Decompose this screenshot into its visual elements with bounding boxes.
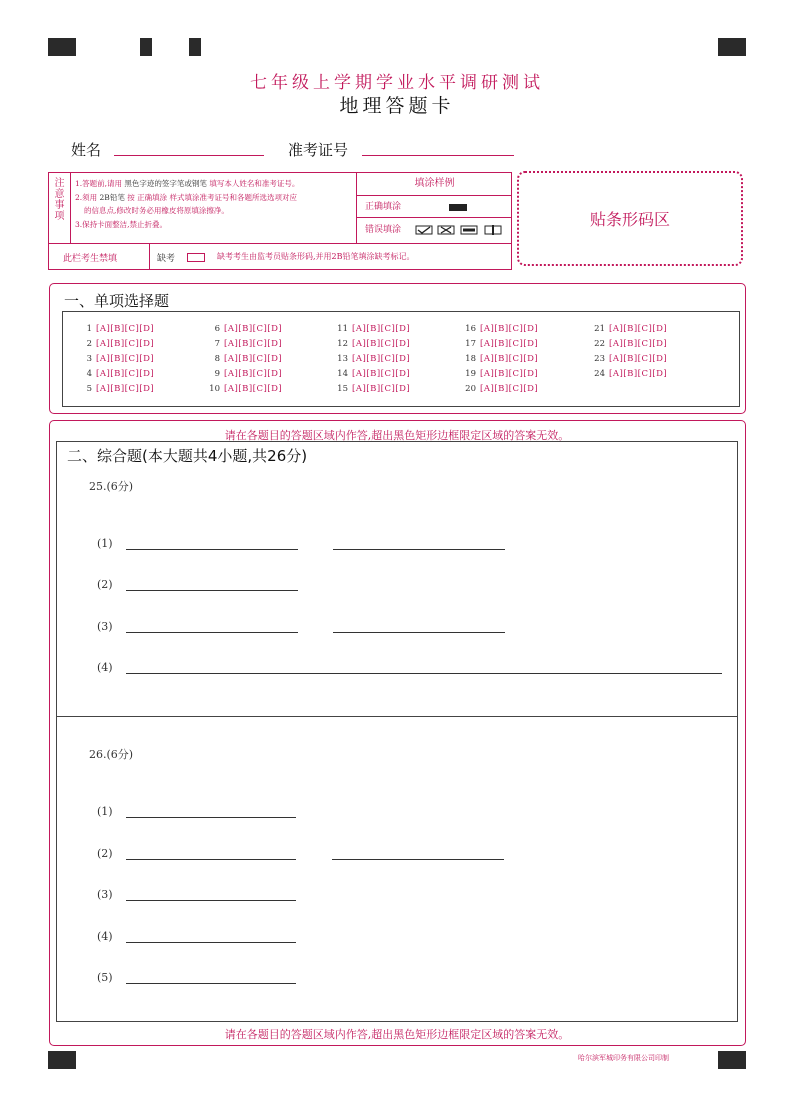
question-number: 6 <box>214 324 220 334</box>
registration-mark-top-left <box>48 38 76 56</box>
answer-bubbles[interactable]: [A][B][C][D] <box>352 339 411 349</box>
answer-bubbles[interactable]: [A][B][C][D] <box>224 339 283 349</box>
answer-bubbles[interactable]: [A][B][C][D] <box>480 369 539 379</box>
section2-title: 二、综合题(本大题共4小题,共26分) <box>67 447 308 465</box>
q25-1-line-a[interactable] <box>126 549 298 550</box>
answer-bubbles[interactable]: [A][B][C][D] <box>609 339 668 349</box>
choice-question-21 <box>591 324 667 334</box>
choice-question-12 <box>334 339 410 349</box>
choice-question-17 <box>462 339 538 349</box>
choice-question-9 <box>206 369 282 379</box>
registration-mark-top-2 <box>140 38 152 56</box>
answer-bubbles[interactable]: [A][B][C][D] <box>480 354 539 364</box>
answer-bubbles[interactable]: [A][B][C][D] <box>480 324 539 334</box>
divider <box>149 244 150 270</box>
question-number: 18 <box>465 354 476 364</box>
question-number: 23 <box>594 354 605 364</box>
correct-label: 正确填涂 <box>365 202 402 212</box>
question-number: 13 <box>337 354 348 364</box>
name-label: 姓名 <box>71 141 102 159</box>
answer-bubbles[interactable]: [A][B][C][D] <box>352 354 411 364</box>
rule-text: 按 正确填涂 样式填涂准考证号和各题所选选项对应 <box>127 192 297 202</box>
barcode-label: 贴条形码区 <box>589 210 670 229</box>
question-number: 1 <box>86 324 92 334</box>
wrong-fill-marks-icon <box>415 225 507 236</box>
sample-wrong-row <box>357 219 512 242</box>
question-number: 3 <box>86 354 92 364</box>
answer-area-warning-top: 请在各题目的答题区域内作答,超出黑色矩形边框限定区域的答案无效。 <box>224 429 570 442</box>
fill-sample <box>356 173 512 243</box>
answer-bubbles[interactable]: [A][B][C][D] <box>224 324 283 334</box>
question-number: 11 <box>337 324 348 334</box>
q25-2-line[interactable] <box>126 590 298 591</box>
answer-area-warning-bottom: 请在各题目的答题区域内作答,超出黑色矩形边框限定区域的答案无效。 <box>224 1028 570 1041</box>
rule-text: 黑色字迹的签字笔或钢笔 <box>122 179 210 188</box>
q25-3-line-a[interactable] <box>126 632 298 633</box>
q25-sub-3: (3) <box>97 620 113 633</box>
answer-bubbles[interactable]: [A][B][C][D] <box>352 369 411 379</box>
id-field-line[interactable] <box>362 155 514 156</box>
absent-label: 缺考 <box>157 254 176 264</box>
notice-bottom-row <box>49 243 511 270</box>
q25-sub-2: (2) <box>97 578 113 591</box>
choice-question-18 <box>462 354 538 364</box>
answer-bubbles[interactable]: [A][B][C][D] <box>224 354 283 364</box>
notice-rules <box>75 177 355 231</box>
q26-2-line-a[interactable] <box>126 859 296 860</box>
choice-question-2 <box>78 339 154 349</box>
choice-question-23 <box>591 354 667 364</box>
correct-fill-mark <box>449 204 467 211</box>
answer-bubbles[interactable]: [A][B][C][D] <box>224 369 283 379</box>
choice-question-11 <box>334 324 410 334</box>
question-number: 22 <box>594 339 605 349</box>
answer-bubbles[interactable]: [A][B][C][D] <box>96 324 155 334</box>
wrong-label: 错误填涂 <box>365 225 402 235</box>
question-number: 21 <box>594 324 605 334</box>
choice-question-22 <box>591 339 667 349</box>
sample-correct-row <box>357 196 512 218</box>
notice-rule-2 <box>75 191 355 205</box>
choice-question-4 <box>78 369 154 379</box>
q26-label: 26.(6分) <box>89 748 134 761</box>
q25-sub-1: (1) <box>97 537 113 550</box>
question-number: 19 <box>465 369 476 379</box>
choice-question-13 <box>334 354 410 364</box>
q25-sub-4: (4) <box>97 661 113 674</box>
barcode-area <box>517 171 743 266</box>
choice-grid <box>62 311 740 407</box>
choice-question-20 <box>462 384 538 394</box>
answer-bubbles[interactable]: [A][B][C][D] <box>352 324 411 334</box>
question-number: 2 <box>86 339 92 349</box>
choice-question-5 <box>78 384 154 394</box>
q26-sub-3: (3) <box>97 888 113 901</box>
answer-bubbles[interactable]: [A][B][C][D] <box>96 369 155 379</box>
answer-bubbles[interactable]: [A][B][C][D] <box>352 384 411 394</box>
id-label: 准考证号 <box>288 141 349 159</box>
registration-mark-top-right <box>718 38 746 56</box>
choice-question-14 <box>334 369 410 379</box>
question-number: 8 <box>214 354 220 364</box>
q26-1-line[interactable] <box>126 817 296 818</box>
forbidden-label: 此栏考生禁填 <box>63 254 118 264</box>
q26-2-line-b[interactable] <box>332 859 504 860</box>
q26-5-line[interactable] <box>126 983 296 984</box>
q26-sub-5: (5) <box>97 971 113 984</box>
q26-sub-2: (2) <box>97 847 113 860</box>
rule-text: 填写本人姓名和准考证号。 <box>209 179 300 188</box>
rule-text: 2B铅笔 <box>97 192 128 202</box>
rule-text: 1.答题前,请用 <box>75 179 123 188</box>
notice-rule-3 <box>75 218 355 232</box>
choice-question-7 <box>206 339 282 349</box>
choice-question-24 <box>591 369 667 379</box>
sample-title: 填涂样例 <box>414 178 455 189</box>
choice-question-3 <box>78 354 154 364</box>
notice-box <box>48 172 512 270</box>
answer-bubbles[interactable]: [A][B][C][D] <box>224 384 283 394</box>
rule-text: 的信息点,修改时务必用橡皮将原填涂擦净。 <box>84 206 229 215</box>
name-field-line[interactable] <box>114 155 264 156</box>
absent-description: 缺考考生由监考员贴条形码,并用2B铅笔填涂缺考标记。 <box>217 252 415 261</box>
q26-3-line[interactable] <box>126 900 296 901</box>
q26-sub-4: (4) <box>97 930 113 943</box>
choice-question-19 <box>462 369 538 379</box>
absent-checkbox[interactable] <box>187 253 205 262</box>
notice-rule-1 <box>75 177 355 191</box>
question-number: 14 <box>337 369 348 379</box>
answer-box-q25[interactable] <box>56 441 738 717</box>
sample-title-row <box>357 173 512 196</box>
q25-3-line-b[interactable] <box>333 632 505 633</box>
question-number: 16 <box>465 324 476 334</box>
answer-bubbles[interactable]: [A][B][C][D] <box>96 354 155 364</box>
answer-bubbles[interactable]: [A][B][C][D] <box>480 384 539 394</box>
card-title: 地理答题卡 <box>339 95 455 117</box>
choice-question-1 <box>78 324 154 334</box>
section-multiple-choice <box>49 283 746 414</box>
question-number: 12 <box>337 339 348 349</box>
choice-question-8 <box>206 354 282 364</box>
exam-title: 七年级上学期学业水平调研测试 <box>250 73 544 93</box>
answer-bubbles[interactable]: [A][B][C][D] <box>480 339 539 349</box>
answer-bubbles[interactable]: [A][B][C][D] <box>609 369 668 379</box>
registration-mark-bottom-right <box>718 1051 746 1069</box>
rule-text: 2.须用 <box>75 192 98 202</box>
section1-title: 一、单项选择题 <box>64 292 170 310</box>
registration-mark-top-3 <box>189 38 201 56</box>
choice-question-6 <box>206 324 282 334</box>
q25-4-line[interactable] <box>126 673 722 674</box>
answer-bubbles[interactable]: [A][B][C][D] <box>609 324 668 334</box>
notice-rule-2b <box>75 204 355 218</box>
question-number: 10 <box>209 384 220 394</box>
answer-bubbles[interactable]: [A][B][C][D] <box>96 339 155 349</box>
answer-box-q26[interactable] <box>56 716 738 1022</box>
q26-4-line[interactable] <box>126 942 296 943</box>
registration-mark-bottom-left <box>48 1051 76 1069</box>
question-number: 4 <box>86 369 92 379</box>
answer-bubbles[interactable]: [A][B][C][D] <box>609 354 668 364</box>
printer-credit: 哈尔滨军城印务有限公司印制 <box>578 1054 669 1062</box>
question-number: 17 <box>465 339 476 349</box>
notice-side-text: 注意事项 <box>54 178 65 222</box>
q25-label: 25.(6分) <box>89 480 134 493</box>
question-number: 24 <box>594 369 605 379</box>
question-number: 5 <box>86 384 92 394</box>
question-number: 15 <box>337 384 348 394</box>
choice-question-15 <box>334 384 410 394</box>
rule-text: 3.保持卡面整洁,禁止折叠。 <box>75 219 168 229</box>
answer-bubbles[interactable]: [A][B][C][D] <box>96 384 155 394</box>
q25-1-line-b[interactable] <box>333 549 505 550</box>
question-number: 7 <box>214 339 220 349</box>
question-number: 20 <box>465 384 476 394</box>
choice-question-10 <box>206 384 282 394</box>
choice-question-16 <box>462 324 538 334</box>
question-number: 9 <box>214 369 220 379</box>
notice-side-label <box>49 173 71 243</box>
q26-sub-1: (1) <box>97 805 113 818</box>
